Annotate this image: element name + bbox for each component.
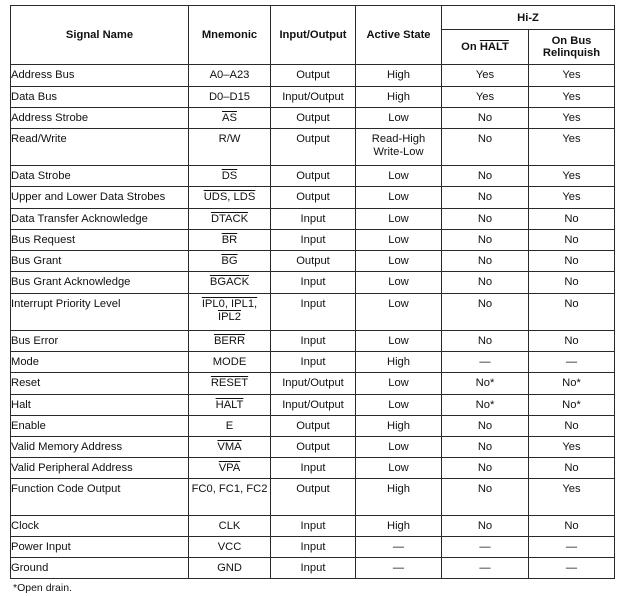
input-output-cell: Input (271, 331, 356, 352)
header-active-state: Active State (356, 6, 442, 65)
on-bus-relinquish-cell: Yes (529, 87, 615, 108)
active-state-cell: High (356, 352, 442, 373)
input-output-cell: Input (271, 458, 356, 479)
input-output-cell: Input/Output (271, 87, 356, 108)
on-halt-cell: No* (442, 395, 529, 416)
signal-name-cell: Power Input (11, 537, 189, 558)
on-halt-cell: No (442, 416, 529, 437)
active-state-cell: Low (356, 108, 442, 129)
header-on-halt-prefix: On (461, 41, 480, 53)
on-halt-cell: — (442, 352, 529, 373)
input-output-cell: Input/Output (271, 373, 356, 395)
input-output-cell: Input (271, 537, 356, 558)
input-output-cell: Output (271, 166, 356, 187)
active-state-cell: Low (356, 166, 442, 187)
table-row (11, 537, 615, 558)
signal-name-cell: Halt (11, 395, 189, 416)
input-output-cell: Output (271, 187, 356, 209)
signal-name-cell: Data Strobe (11, 166, 189, 187)
header-on-halt-word: HALT (479, 41, 509, 53)
table-row (11, 108, 615, 129)
input-output-cell: Output (271, 416, 356, 437)
input-output-cell: Input (271, 230, 356, 251)
signal-name-cell: Valid Peripheral Address (11, 458, 189, 479)
table-row (11, 331, 615, 352)
signal-name-cell: Function Code Output (11, 479, 189, 516)
on-halt-cell: No (442, 437, 529, 458)
mnemonic-cell: MODE (189, 352, 271, 373)
on-bus-relinquish-cell: No (529, 416, 615, 437)
table-row (11, 516, 615, 537)
on-bus-relinquish-cell: Yes (529, 129, 615, 166)
on-bus-relinquish-cell: No (529, 294, 615, 331)
on-halt-cell: No (442, 108, 529, 129)
signal-name-cell: Bus Request (11, 230, 189, 251)
footnote: *Open drain. (13, 582, 72, 594)
on-halt-cell: No (442, 129, 529, 166)
header-signal-name: Signal Name (11, 6, 189, 65)
table-row (11, 294, 615, 331)
signal-name-cell: Data Transfer Acknowledge (11, 209, 189, 230)
on-bus-relinquish-cell: No* (529, 395, 615, 416)
on-bus-relinquish-cell: Yes (529, 479, 615, 516)
signal-name-cell: Ground (11, 558, 189, 579)
mnemonic-cell: BGACK (189, 272, 271, 294)
signal-name-cell: Bus Grant (11, 251, 189, 272)
mnemonic-cell: $\overline{VMA}$ (189, 437, 271, 458)
signal-name-cell: Valid Memory Address (11, 437, 189, 458)
on-bus-relinquish-cell: — (529, 558, 615, 579)
on-bus-relinquish-cell: No (529, 331, 615, 352)
header-mnemonic: Mnemonic (189, 6, 271, 65)
mnemonic-cell: CLK (189, 516, 271, 537)
signal-name-cell: Bus Error (11, 331, 189, 352)
signal-name-cell: Address Bus (11, 65, 189, 87)
active-state-cell: High (356, 479, 442, 516)
active-state-cell: — (356, 537, 442, 558)
active-state-cell: Low (356, 209, 442, 230)
input-output-cell: Output (271, 108, 356, 129)
input-output-cell: Output (271, 251, 356, 272)
active-state-cell: High (356, 65, 442, 87)
input-output-cell: Input (271, 352, 356, 373)
input-output-cell: Input (271, 272, 356, 294)
on-bus-relinquish-cell: Yes (529, 437, 615, 458)
on-halt-cell: No* (442, 373, 529, 395)
mnemonic-cell: $\overline{VPA}$ (189, 458, 271, 479)
mnemonic-cell: $\overline{BG}$ (189, 251, 271, 272)
signal-name-cell: Address Strobe (11, 108, 189, 129)
mnemonic-cell: DTACK (189, 209, 271, 230)
mnemonic-cell: UDS, LDS (189, 187, 271, 209)
mnemonic-cell: R/W (189, 129, 271, 166)
on-halt-cell: No (442, 516, 529, 537)
on-halt-cell: Yes (442, 65, 529, 87)
on-bus-relinquish-cell: Yes (529, 187, 615, 209)
table-row (11, 166, 615, 187)
active-state-cell: Low (356, 458, 442, 479)
on-bus-relinquish-cell: — (529, 352, 615, 373)
on-halt-cell: No (442, 251, 529, 272)
active-state-cell: Low (356, 230, 442, 251)
table-row (11, 272, 615, 294)
on-halt-cell: No (442, 331, 529, 352)
on-halt-cell: No (442, 272, 529, 294)
active-state-cell: Low (356, 395, 442, 416)
input-output-cell: Input (271, 516, 356, 537)
mnemonic-cell: HALT (189, 395, 271, 416)
input-output-cell: Input (271, 209, 356, 230)
table-row (11, 87, 615, 108)
table-row (11, 479, 615, 516)
table-row (11, 209, 615, 230)
on-halt-cell: No (442, 294, 529, 331)
mnemonic-cell: IPL0, IPL1, IPL2 (189, 294, 271, 331)
on-halt-cell: Yes (442, 87, 529, 108)
on-bus-relinquish-cell: — (529, 537, 615, 558)
input-output-cell: Input (271, 294, 356, 331)
on-halt-cell: No (442, 166, 529, 187)
table-row (11, 395, 615, 416)
on-halt-cell: No (442, 479, 529, 516)
signal-name-cell: Mode (11, 352, 189, 373)
table-row (11, 352, 615, 373)
table-row (11, 458, 615, 479)
mnemonic-cell: $\overline{DS}$ (189, 166, 271, 187)
on-bus-relinquish-cell: No (529, 272, 615, 294)
mnemonic-cell: GND (189, 558, 271, 579)
active-state-cell: — (356, 558, 442, 579)
header-input-output: Input/Output (271, 6, 356, 65)
mnemonic-cell: D0–D15 (189, 87, 271, 108)
on-halt-cell: No (442, 230, 529, 251)
on-halt-cell: No (442, 209, 529, 230)
input-output-cell: Input/Output (271, 395, 356, 416)
on-halt-cell: No (442, 187, 529, 209)
table-row (11, 251, 615, 272)
active-state-cell: Low (356, 331, 442, 352)
input-output-cell: Input (271, 558, 356, 579)
table-row (11, 129, 615, 166)
active-state-cell: High (356, 416, 442, 437)
active-state-cell: Read-High Write-Low (356, 129, 442, 166)
active-state-cell: Low (356, 294, 442, 331)
signal-name-cell: Reset (11, 373, 189, 395)
input-output-cell: Output (271, 437, 356, 458)
mnemonic-cell: $\overline{AS}$ (189, 108, 271, 129)
table-row (11, 65, 615, 87)
mnemonic-cell: $\overline{BR}$ (189, 230, 271, 251)
mnemonic-cell: FC0, FC1, FC2 (189, 479, 271, 516)
mnemonic-cell: A0–A23 (189, 65, 271, 87)
signal-name-cell: Bus Grant Acknowledge (11, 272, 189, 294)
active-state-cell: Low (356, 187, 442, 209)
on-bus-relinquish-cell: No (529, 230, 615, 251)
on-halt-cell: No (442, 458, 529, 479)
on-halt-cell: — (442, 537, 529, 558)
mnemonic-cell: VCC (189, 537, 271, 558)
signal-name-cell: Enable (11, 416, 189, 437)
signal-name-cell: Data Bus (11, 87, 189, 108)
mnemonic-cell: RESET (189, 373, 271, 395)
table-row (11, 416, 615, 437)
on-bus-relinquish-cell: No (529, 251, 615, 272)
signal-name-cell: Upper and Lower Data Strobes (11, 187, 189, 209)
header-on-halt (442, 30, 529, 65)
mnemonic-cell: BERR (189, 331, 271, 352)
header-hiz: Hi-Z (442, 6, 615, 30)
input-output-cell: Output (271, 479, 356, 516)
signal-table-body (11, 65, 615, 579)
on-bus-relinquish-cell: No* (529, 373, 615, 395)
active-state-cell: Low (356, 373, 442, 395)
signal-name-cell: Read/Write (11, 129, 189, 166)
active-state-cell: High (356, 516, 442, 537)
on-bus-relinquish-cell: No (529, 458, 615, 479)
active-state-cell: Low (356, 272, 442, 294)
on-bus-relinquish-cell: No (529, 516, 615, 537)
table-row (11, 437, 615, 458)
signal-name-cell: Clock (11, 516, 189, 537)
active-state-cell: Low (356, 251, 442, 272)
mnemonic-cell: E (189, 416, 271, 437)
on-bus-relinquish-cell: Yes (529, 166, 615, 187)
active-state-cell: High (356, 87, 442, 108)
signal-name-cell: Interrupt Priority Level (11, 294, 189, 331)
signal-summary-table (10, 5, 615, 579)
header-on-bus-relinquish: On Bus Relinquish (529, 30, 615, 65)
input-output-cell: Output (271, 65, 356, 87)
input-output-cell: Output (271, 129, 356, 166)
table-row (11, 558, 615, 579)
table-row (11, 187, 615, 209)
on-bus-relinquish-cell: Yes (529, 108, 615, 129)
on-bus-relinquish-cell: Yes (529, 65, 615, 87)
table-row (11, 373, 615, 395)
active-state-cell: Low (356, 437, 442, 458)
table-row (11, 230, 615, 251)
on-bus-relinquish-cell: No (529, 209, 615, 230)
on-halt-cell: — (442, 558, 529, 579)
